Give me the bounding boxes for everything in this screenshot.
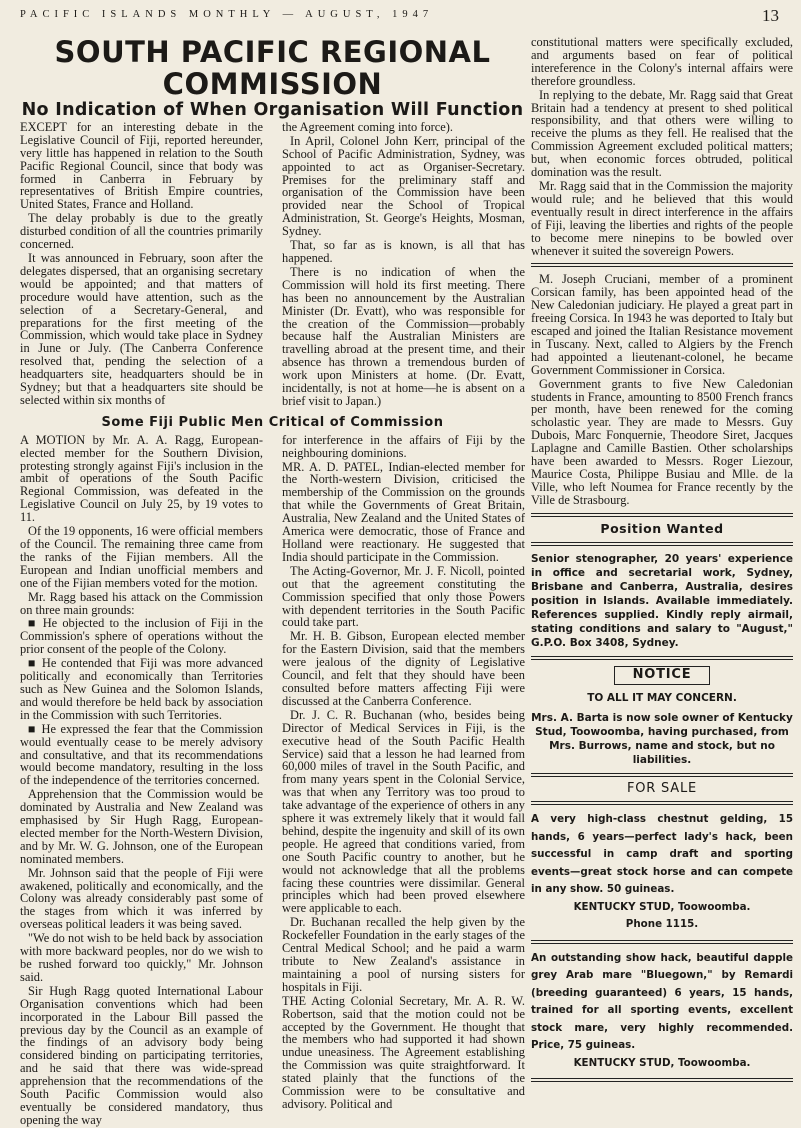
page-number: 13 bbox=[762, 6, 779, 25]
paragraph: Dr. J. C. R. Buchanan (who, besides being Director of Medical Services in Fiji, is the executive head of the South Pacific Health Service) said that a lesson he had learned from 60,000 miles of travel in the South Pacific, and from many years spent in the Colonial Service, was that when any Territory was too proud to take advantage of the experience of others in any sphere it was extremely likely that it would fall behind, despite the ingenuity and skill of its own people. He agreed that conditions varied, from one South Pacific country to another, but he would not acknowledge that all the problems facing these countries were dissimilar. General principles which had been proved elsewhere were applicable to each. bbox=[282, 707, 525, 916]
divider bbox=[531, 940, 793, 944]
for-sale-signature: KENTUCKY STUD, Toowoomba. bbox=[573, 900, 751, 913]
for-sale-signature: KENTUCKY STUD, Toowoomba. bbox=[573, 1056, 751, 1069]
paragraph: A MOTION by Mr. A. A. Ragg, European-elected member for the Southern Division, protesting strongly against Fiji's inclusion in the ambit of operations of the South Pacific Regional Commission, was defeated in the Legislative Council on July 25, by 19 votes to 11. bbox=[20, 432, 263, 525]
paragraph: constitutional matters were specifically excluded, and arguments based on fear of political intereference in the Colony's internal affairs were therefore groundless. bbox=[531, 35, 793, 88]
grants-paragraph: Government grants to five New Caledonian students in France, amounting to 8500 French francs per month, have been renewed for the coming scholastic year. They are made to Messrs. Guy Dubois, Marc Fonquernie, Theodore Siret, Jacques Laplagne and Camille Bastien. Other scholarships have been awarded to Messrs. Roger Liezour, Maurice Costa, Philippe Busiau and Mlle. de la Ville, who left Noumea for France recently by the Ville de Strasbourg. bbox=[531, 376, 793, 507]
paragraph: ■ He objected to the inclusion of Fiji in the Commission's sphere of operations without the prior consent of the people of the Colony. bbox=[20, 616, 263, 657]
divider bbox=[531, 263, 793, 267]
paragraph: That, so far as is known, is all that has happened. bbox=[282, 238, 525, 265]
notice-title: NOTICE bbox=[614, 666, 710, 685]
divider bbox=[531, 513, 793, 517]
paragraph: Mr. Ragg based his attack on the Commission on three main grounds: bbox=[20, 589, 263, 617]
main-article bbox=[20, 35, 525, 1127]
paragraph: There is no indication of when the Commission will hold its first meeting. There has been no announcement by the Australian Minister (Dr. Evatt), who was responsible for the creation of the Commission—probably because half the Australian Ministers are travelling abroad at the present time, and their absence has thrown a tremendous burden of work upon Ministers at home. (Dr. Evatt, incidentally, is not at home—he is absent on a brief visit to Japan.) bbox=[282, 264, 525, 408]
paragraph: THE Acting Colonial Secretary, Mr. A. R. W. Robertson, said that the motion could not be accepted by the Government. He thought that the members who had supported it had shown undue uneasiness. The Agreement establishing the Commission was quite straightforward. It stated plainly that the functions of the Commission were to be consultative and advisory. Political and bbox=[282, 993, 525, 1111]
paragraph: "We do not wish to be held back by association with more backward peoples, nor do we wish to be rushed forward too quickly," Mr. Johnson said. bbox=[20, 931, 263, 984]
section-heading: Some Fiji Public Men Critical of Commission bbox=[101, 414, 444, 430]
notice-text: Mrs. A. Barta is now sole owner of Kentucky Stud, Toowoomba, having purchased, from Mrs. Burrows, name and stock, but no liabilities. bbox=[531, 711, 793, 766]
paragraph: The Acting-Governor, Mr. J. F. Nicoll, pointed out that the agreement constituting the Commission specified that only those Powers with dependent territories in the South Pacific could take part. bbox=[282, 563, 525, 630]
divider bbox=[531, 656, 793, 660]
paragraph: Apprehension that the Commission would be dominated by Australia and New Zealand was emphasised by Sir Hugh Ragg, European-elected member for the North-Western Division, and by Mr. W. G. Johnson, one of the European nominated members. bbox=[20, 787, 263, 866]
divider bbox=[531, 773, 793, 777]
article-title: SOUTH PACIFIC REGIONAL COMMISSION bbox=[54, 35, 491, 101]
for-sale-ad-gelding: A very high-class chestnut gelding, 15 hands, 6 years—perfect lady's hack, been successful in camp draft and sporting events—great stock horse and can compete in any show. 50 guineas. bbox=[531, 813, 793, 896]
paragraph: ■ He expressed the fear that the Commission would eventually cease to be merely advisory and consultative, and that its recommendations would become mandatory, resulting in the loss of the independence of the territories concerned. bbox=[20, 721, 263, 788]
paragraph: the Agreement coming into force). bbox=[282, 119, 453, 134]
paragraph: Mr. H. B. Gibson, European elected member for the Eastern Division, said that the members were jealous of the dignity of Legislative Council, and felt that they should have been consulted before matters affecting Fiji were discussed at the Canberra Conference. bbox=[282, 629, 525, 708]
paragraph: Sir Hugh Ragg quoted International Labour Organisation conventions which had been incorporated in the Labour Bill passed the previous day by the Council as an example of the findings of an advisory body being considered binding on participating territories, and he said that there was wide-spread apprehension that the recommendations of the South Pacific Commission would also eventually be considered mandatory, thus opening the way bbox=[20, 983, 263, 1127]
paragraph: for interference in the affairs of Fiji by the neighbouring dominions. bbox=[282, 432, 525, 460]
part1-column-b bbox=[282, 121, 525, 409]
article-part1 bbox=[20, 121, 525, 409]
running-header: PACIFIC ISLANDS MONTHLY — AUGUST, 1947 bbox=[20, 9, 434, 20]
paragraph: Of the 19 opponents, 16 were official members of the Council. The remaining three came from the ranks of the Fijian members. All the European and Indian unofficial members and one of the Fijian members voted for the motion. bbox=[20, 524, 263, 590]
paragraph: In replying to the debate, Mr. Ragg said that Great Britain had a tendency at present to shed political responsibility, and that others were willing to receive the plums as they fell. He realised that the Commission Agreement excluded political matters; but, when economic forces obtruded, political domination was the result. bbox=[531, 87, 793, 180]
position-wanted-ad: Senior stenographer, 20 years' experience in office and secretarial work, Sydney, Brisbane and Canberra, Australia, desires position in Islands. Available immediately. References supplied. Kindly reply airmail, stating conditions and salary to "August," G.P.O. Box 3408, Sydney. bbox=[531, 552, 793, 649]
paragraph: In April, Colonel John Kerr, principal of the School of Pacific Administration, Sydney, was appointed to act as Organiser-Secretary. Premises for the preliminary staff and organisation of the Commission have been provided near the School of Tropical Administration, St. George's Heights, Mosman, Sydney. bbox=[282, 133, 525, 239]
paragraph: The delay probably is due to the greatly disturbed condition of all the countries primarily concerned. bbox=[20, 211, 263, 252]
paragraph: It was announced in February, soon after the delegates dispersed, that an organising secretary would be appointed; and that matters of procedure would have attention, such as the selection of a Secretary-General, and preparations for the first meeting of the Commission, which would take place in Sydney in June or July. (The Canberra Conference resolved that, pending the selection of a headquarters site, headquarters should be in Sydney; but that a headquarters site should be selected within six months of bbox=[20, 250, 263, 407]
paragraph: EXCEPT for an interesting debate in the Legislative Council of Fiji, reported hereunder, very little has happened in relation to the South Pacific Regional Council, since that body was formed in Canberra in February by representatives of British Empire countries, United States, France and Holland. bbox=[20, 119, 263, 212]
article-part2 bbox=[20, 434, 525, 1128]
divider bbox=[531, 542, 793, 546]
part2-column-a bbox=[20, 434, 263, 1128]
notice-addressee: TO ALL IT MAY CONCERN. bbox=[587, 691, 737, 704]
paragraph: ■ He contended that Fiji was more advanced politically and economically than Territories such as New Guinea and the Solomon Islands, and would therefore be held back by association in the Commission with such Territories. bbox=[20, 656, 263, 722]
position-wanted-title: Position Wanted bbox=[600, 520, 724, 536]
divider bbox=[531, 801, 793, 805]
right-column bbox=[531, 35, 793, 1069]
paragraph: MR. A. D. PATEL, Indian-elected member for the North-western Division, criticised the membership of the Commission on the grounds that while the Governments of Great Britain, Australia, New Zealand and the United States of America were democratic, those of France and Holland were reactionary. He suggested that India should participate in the Commission. bbox=[282, 459, 525, 564]
cruciani-paragraph: M. Joseph Cruciani, member of a prominent Corsican family, has been appointed head of the New Caledonian judiciary. He played a great part in freeing Corsica. In 1943 he was deported to Italy but escaped and joined the Italian Resistance movement in Tuscany. Next, called to Algiers by the French had appointed a lieutenant-colonel, he became Government Commissioner in Corsica. bbox=[531, 272, 793, 377]
for-sale-ad-mare: An outstanding show hack, beautiful dapple grey Arab mare "Bluegown," by Remardi (breeding guaranteed) 6 years, 15 hands, trained for all sporting events, excellent stock mare, very highly recommended. Price, 75 guineas. bbox=[531, 951, 793, 1052]
for-sale-title: FOR SALE bbox=[626, 780, 698, 796]
for-sale-phone: Phone 1115. bbox=[625, 918, 699, 931]
part1-column-a bbox=[20, 121, 263, 409]
paragraph: Mr. Ragg said that in the Commission the majority would rule; and he believed that this would eventually result in direct interference in the affairs of Fiji, leaving the liberties and rights of the people to become mere ninepins to be bowled over whenever it suited the sovereign Powers. bbox=[531, 178, 793, 258]
article-subtitle: No Indication of When Organisation Will Function bbox=[21, 100, 524, 120]
paragraph: Dr. Buchanan recalled the help given by the Rockefeller Foundation in the early stages of the Central Medical School; and he paid a warm tribute to New Zealand's assistance in maintaining a pool of nursing sisters for hospitals in Fiji. bbox=[282, 915, 525, 994]
paragraph: Mr. Johnson said that the people of Fiji were awakened, politically and economically, and the Colony was already considerably past some of the stages from which it was inferred by overseas political leaders it was being saved. bbox=[20, 865, 263, 932]
part2-column-b bbox=[282, 434, 525, 1128]
page-header bbox=[20, 8, 779, 26]
divider bbox=[531, 1078, 793, 1082]
